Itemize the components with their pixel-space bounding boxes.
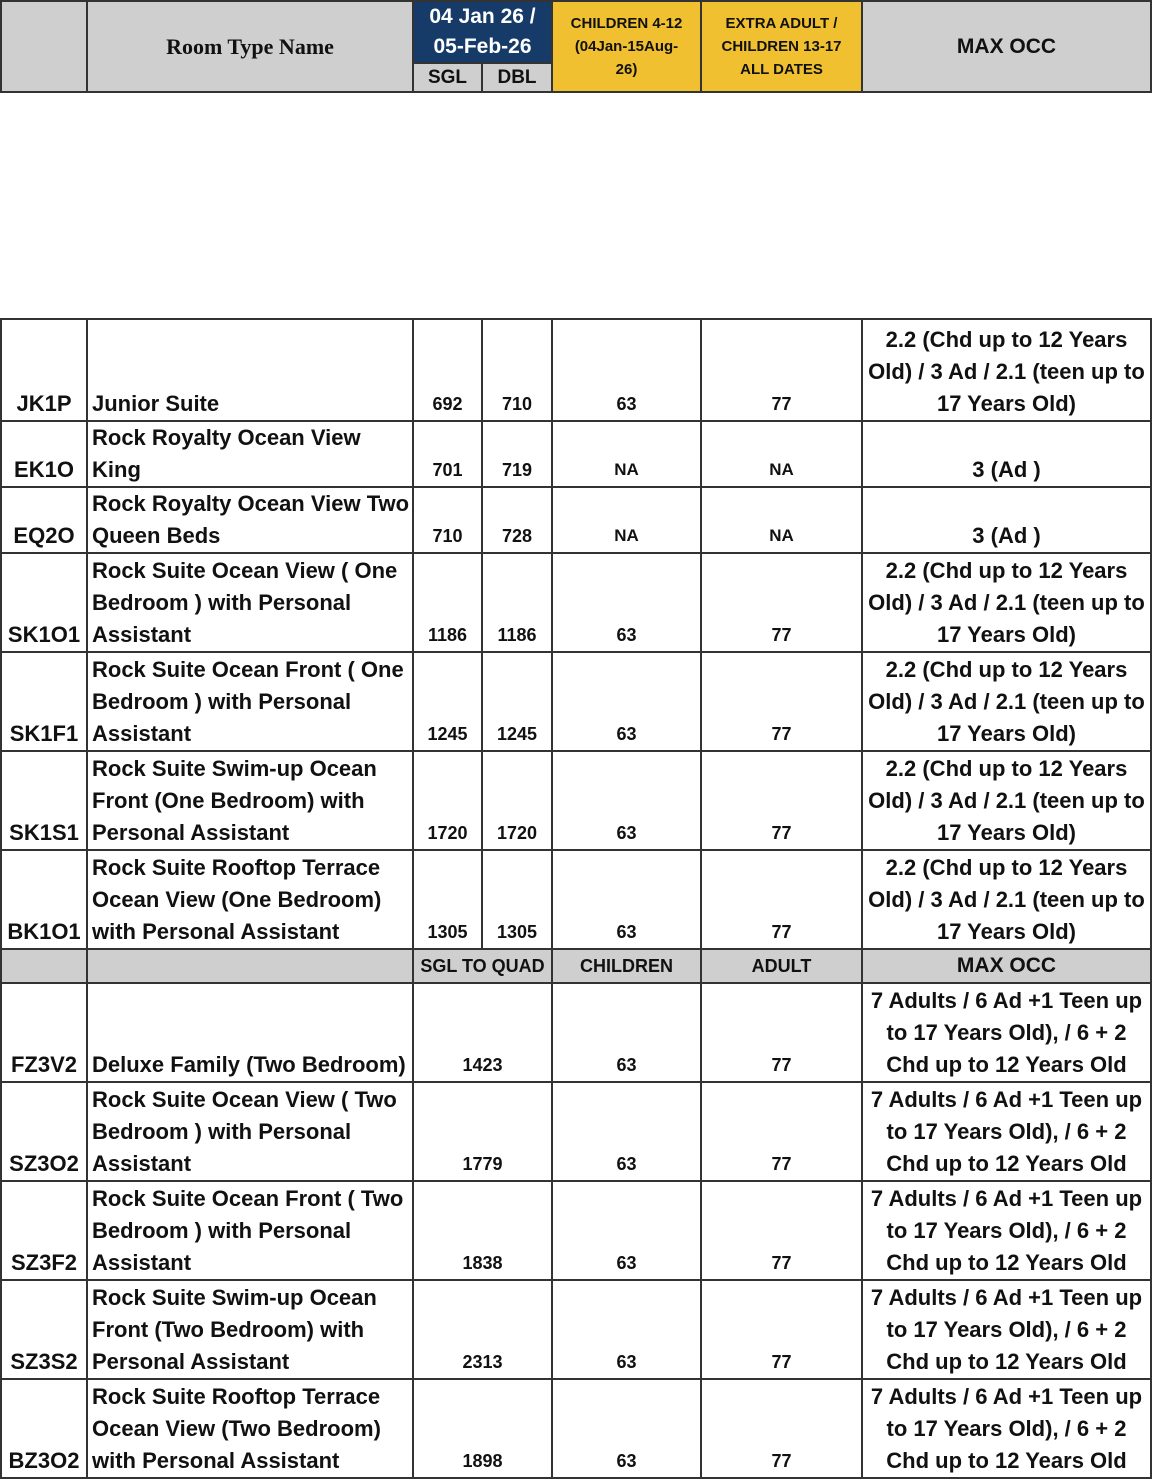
room-code: JK1P (1, 319, 87, 421)
room-name: Rock Royalty Ocean View King (87, 421, 413, 487)
table-row (1, 319, 1151, 421)
max-occupancy: 3 (Ad ) (862, 421, 1151, 487)
room-code: EK1O (1, 421, 87, 487)
rate-children: 63 (552, 751, 701, 850)
rate-extra: 77 (701, 652, 862, 751)
rate-children: NA (552, 487, 701, 553)
room-name: Rock Suite Rooftop Terrace Ocean View (Two Bedroom) with Personal Assistant (87, 1379, 413, 1478)
table-row (1, 1181, 1151, 1280)
table-row (1, 1280, 1151, 1379)
table-row (1, 421, 1151, 487)
table-row (1, 983, 1151, 1082)
header-extra-line3: ALL DATES (740, 61, 823, 78)
rate-children: 63 (552, 983, 701, 1082)
rate-dbl: 1186 (482, 553, 552, 652)
section-adult: ADULT (701, 949, 862, 983)
table-row (1, 652, 1151, 751)
rate-sgl-to-quad: 1898 (413, 1379, 552, 1478)
header-children (552, 1, 701, 92)
room-name: Rock Suite Ocean View ( Two Bedroom ) with Personal Assistant (87, 1082, 413, 1181)
rate-extra: 77 (701, 553, 862, 652)
rate-table-body (0, 318, 1152, 1479)
rate-adult: 77 (701, 1181, 862, 1280)
rate-children: 63 (552, 850, 701, 949)
rate-children: 63 (552, 319, 701, 421)
rate-children: 63 (552, 1280, 701, 1379)
rate-children: 63 (552, 1181, 701, 1280)
room-name: Rock Suite Swim-up Ocean Front (One Bedroom) with Personal Assistant (87, 751, 413, 850)
rate-children: 63 (552, 553, 701, 652)
rate-children: 63 (552, 652, 701, 751)
max-occupancy: 2.2 (Chd up to 12 Years Old) / 3 Ad / 2.1 (teen up to 17 Years Old) (862, 850, 1151, 949)
header-sgl: SGL (413, 63, 482, 92)
header-max-occ: MAX OCC (862, 1, 1151, 92)
rate-dbl: 1305 (482, 850, 552, 949)
header-extra-adult (701, 1, 862, 92)
room-name: Rock Suite Swim-up Ocean Front (Two Bedroom) with Personal Assistant (87, 1280, 413, 1379)
table-row (1, 553, 1151, 652)
table-row (1, 850, 1151, 949)
table-row (1, 1379, 1151, 1478)
max-occupancy: 3 (Ad ) (862, 487, 1151, 553)
rate-extra: 77 (701, 319, 862, 421)
table-row (1, 751, 1151, 850)
header-room-type-name: Room Type Name (87, 1, 413, 92)
header-code-cell (1, 1, 87, 92)
header-children-line2: (04Jan-15Aug- (574, 38, 679, 55)
table-row (1, 1082, 1151, 1181)
rate-children: NA (552, 421, 701, 487)
rate-adult: 77 (701, 1280, 862, 1379)
room-name: Rock Suite Ocean Front ( Two Bedroom ) with Personal Assistant (87, 1181, 413, 1280)
rate-dbl: 710 (482, 319, 552, 421)
rate-sgl-to-quad: 1423 (413, 983, 552, 1082)
rate-sgl: 710 (413, 487, 482, 553)
rate-children: 63 (552, 1082, 701, 1181)
max-occupancy: 7 Adults / 6 Ad +1 Teen up to 17 Years Old), / 6 + 2 Chd up to 12 Years Old (862, 1082, 1151, 1181)
room-name: Rock Royalty Ocean View Two Queen Beds (87, 487, 413, 553)
header-period-line2: 05-Feb-26 (433, 35, 532, 58)
rate-sgl: 1245 (413, 652, 482, 751)
max-occupancy: 2.2 (Chd up to 12 Years Old) / 3 Ad / 2.1 (teen up to 17 Years Old) (862, 319, 1151, 421)
rate-adult: 77 (701, 1379, 862, 1478)
rate-extra: NA (701, 421, 862, 487)
header-extra-line1: EXTRA ADULT / (725, 15, 838, 32)
header-children-line1: CHILDREN 4-12 (570, 15, 683, 32)
room-code: SZ3F2 (1, 1181, 87, 1280)
max-occupancy: 7 Adults / 6 Ad +1 Teen up to 17 Years Old), / 6 + 2 Chd up to 12 Years Old (862, 1379, 1151, 1478)
rate-adult: 77 (701, 1082, 862, 1181)
max-occupancy: 7 Adults / 6 Ad +1 Teen up to 17 Years Old), / 6 + 2 Chd up to 12 Years Old (862, 1280, 1151, 1379)
max-occupancy: 7 Adults / 6 Ad +1 Teen up to 17 Years Old), / 6 + 2 Chd up to 12 Years Old (862, 983, 1151, 1082)
rate-sgl: 701 (413, 421, 482, 487)
rate-sgl-to-quad: 1838 (413, 1181, 552, 1280)
rate-children: 63 (552, 1379, 701, 1478)
room-code: BZ3O2 (1, 1379, 87, 1478)
max-occupancy: 2.2 (Chd up to 12 Years Old) / 3 Ad / 2.1 (teen up to 17 Years Old) (862, 652, 1151, 751)
rate-dbl: 1245 (482, 652, 552, 751)
room-name: Rock Suite Rooftop Terrace Ocean View (One Bedroom) with Personal Assistant (87, 850, 413, 949)
rate-dbl: 1720 (482, 751, 552, 850)
room-code: SZ3S2 (1, 1280, 87, 1379)
section-sgl-to-quad: SGL TO QUAD (413, 949, 552, 983)
room-code: SK1S1 (1, 751, 87, 850)
room-name: Deluxe Family (Two Bedroom) (87, 983, 413, 1082)
section-children: CHILDREN (552, 949, 701, 983)
room-code: SZ3O2 (1, 1082, 87, 1181)
max-occupancy: 2.2 (Chd up to 12 Years Old) / 3 Ad / 2.1 (teen up to 17 Years Old) (862, 553, 1151, 652)
room-code: SK1O1 (1, 553, 87, 652)
rate-sgl: 1186 (413, 553, 482, 652)
rate-sgl: 1720 (413, 751, 482, 850)
room-name: Junior Suite (87, 319, 413, 421)
rate-adult: 77 (701, 983, 862, 1082)
section-code-cell (1, 949, 87, 983)
header-children-line3: 26) (615, 61, 638, 78)
room-code: EQ2O (1, 487, 87, 553)
rate-sgl-to-quad: 1779 (413, 1082, 552, 1181)
room-code: SK1F1 (1, 652, 87, 751)
section-max-occ: MAX OCC (862, 949, 1151, 983)
rate-dbl: 728 (482, 487, 552, 553)
rate-sgl-to-quad: 2313 (413, 1280, 552, 1379)
rate-extra: 77 (701, 751, 862, 850)
rate-table-header (0, 0, 1152, 93)
header-period-line1: 04 Jan 26 / (429, 5, 536, 28)
section-header-row (1, 949, 1151, 983)
rate-extra: NA (701, 487, 862, 553)
rate-sgl: 1305 (413, 850, 482, 949)
room-name: Rock Suite Ocean View ( One Bedroom ) with Personal Assistant (87, 553, 413, 652)
table-row (1, 487, 1151, 553)
rate-extra: 77 (701, 850, 862, 949)
rooms-list (1, 319, 1151, 1478)
room-code: FZ3V2 (1, 983, 87, 1082)
room-name: Rock Suite Ocean Front ( One Bedroom ) with Personal Assistant (87, 652, 413, 751)
section-name-cell (87, 949, 413, 983)
rate-sgl: 692 (413, 319, 482, 421)
header-dbl: DBL (482, 63, 552, 92)
header-extra-line2: CHILDREN 13-17 (721, 38, 842, 55)
room-code: BK1O1 (1, 850, 87, 949)
max-occupancy: 2.2 (Chd up to 12 Years Old) / 3 Ad / 2.1 (teen up to 17 Years Old) (862, 751, 1151, 850)
max-occupancy: 7 Adults / 6 Ad +1 Teen up to 17 Years Old), / 6 + 2 Chd up to 12 Years Old (862, 1181, 1151, 1280)
header-period (413, 1, 552, 63)
rate-dbl: 719 (482, 421, 552, 487)
